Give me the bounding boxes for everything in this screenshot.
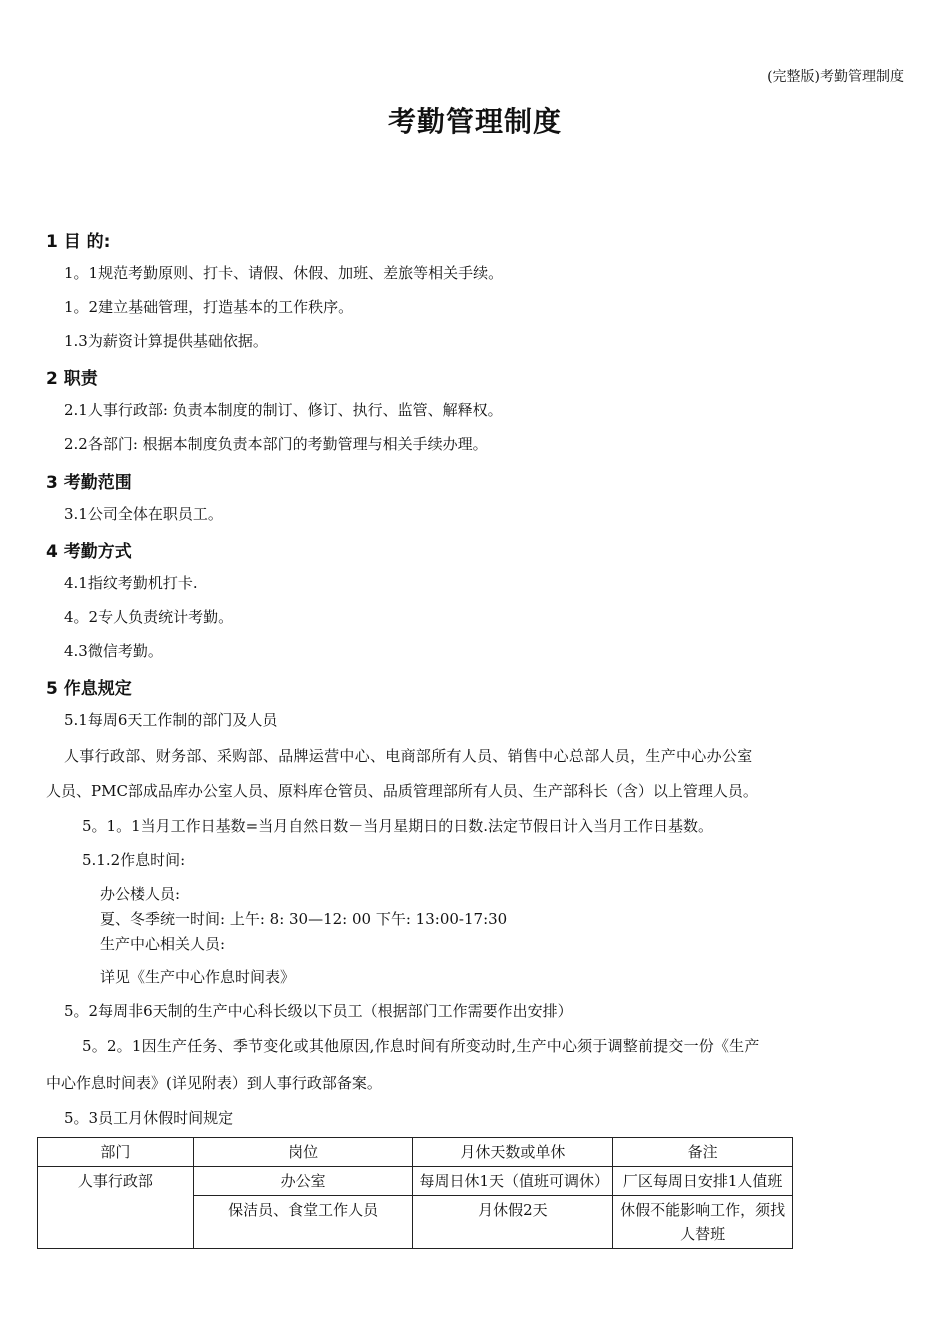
office-staff-label: 办公楼人员: [100,885,181,903]
section-1-item-1: 1。1规范考勤原则、打卡、请假、休假、加班、差旅等相关手续。 [64,264,504,282]
section-2-item-1: 2.1人事行政部: 负责本制度的制订、修订、执行、监管、解释权。 [64,401,503,419]
table-header-cell: 岗位 [193,1138,413,1167]
section-1-item-2: 1。2建立基础管理，打造基本的工作秩序。 [64,298,354,316]
section-4-item-1: 4.1指纹考勤机打卡. [64,574,198,592]
section-5-heading: 5 作息规定 [46,679,132,699]
section-5-paragraph-2a: 5。2。1因生产任务、季节变化或其他原因,作息时间有所变动时,生产中心须于调整前提交一份《生产 [82,1037,760,1055]
document-header: (完整版)考勤管理制度 [767,69,904,85]
production-schedule-note: 详见《生产中心作息时间表》 [100,968,296,986]
section-3-heading: 3 考勤范围 [46,473,132,493]
table-cell-dept: 人事行政部 [38,1167,194,1249]
office-hours: 夏、冬季统一时间: 上午: 8: 30—12: 00 下午: 13:00-17:30 [100,910,508,928]
section-5-item-1: 5.1每周6天工作制的部门及人员 [64,711,278,729]
production-staff-label: 生产中心相关人员: [100,935,226,953]
table-header-row [38,1138,793,1167]
table-cell-days: 每周日休1天（值班可调休） [413,1167,613,1196]
table-cell-note: 厂区每周日安排1人值班 [613,1167,793,1196]
section-4-item-2: 4。2专人负责统计考勤。 [64,608,234,626]
section-2-item-2: 2.2各部门: 根据本制度负责本部门的考勤管理与相关手续办理。 [64,435,488,453]
table-header-cell: 月休天数或单休 [413,1138,613,1167]
section-1-heading: 1 目 的: [46,232,111,252]
section-5-paragraph-1b: 人员、PMC部成品库办公室人员、原料库仓管员、品质管理部所有人员、生产部科长（含）以上管理人员。 [46,782,758,800]
section-3-item-1: 3.1公司全体在职员工。 [64,505,223,523]
section-4-heading: 4 考勤方式 [46,542,132,562]
section-2-heading: 2 职责 [46,369,98,389]
section-4-item-3: 4.3微信考勤。 [64,642,163,660]
section-5-item-1-2: 5.1.2作息时间: [82,851,186,869]
table-cell-post: 保洁员、食堂工作人员 [193,1196,413,1249]
section-5-paragraph-2b: 中心作息时间表》(详见附表）到人事行政部备案。 [46,1074,382,1092]
section-5-item-3: 5。3员工月休假时间规定 [64,1109,234,1127]
section-1-item-3: 1.3为薪资计算提供基础依据。 [64,332,268,350]
section-5-item-1-1: 5。1。1当月工作日基数=当月自然日数－当月星期日的日数.法定节假日计入当月工作日基数。 [82,817,713,835]
table-cell-post: 办公室 [193,1167,413,1196]
table-row [38,1167,793,1196]
table-cell-days: 月休假2天 [413,1196,613,1249]
section-5-item-2: 5。2每周非6天制的生产中心科长级以下员工（根据部门工作需要作出安排） [64,1002,573,1020]
table-header-cell: 备注 [613,1138,793,1167]
table-header-cell: 部门 [38,1138,194,1167]
section-5-paragraph-1a: 人事行政部、财务部、采购部、品牌运营中心、电商部所有人员、销售中心总部人员，生产中心办公室 [64,747,753,765]
leave-table [37,1137,793,1249]
page-title: 考勤管理制度 [387,105,562,138]
table-cell-note: 休假不能影响工作，须找人替班 [613,1196,793,1249]
